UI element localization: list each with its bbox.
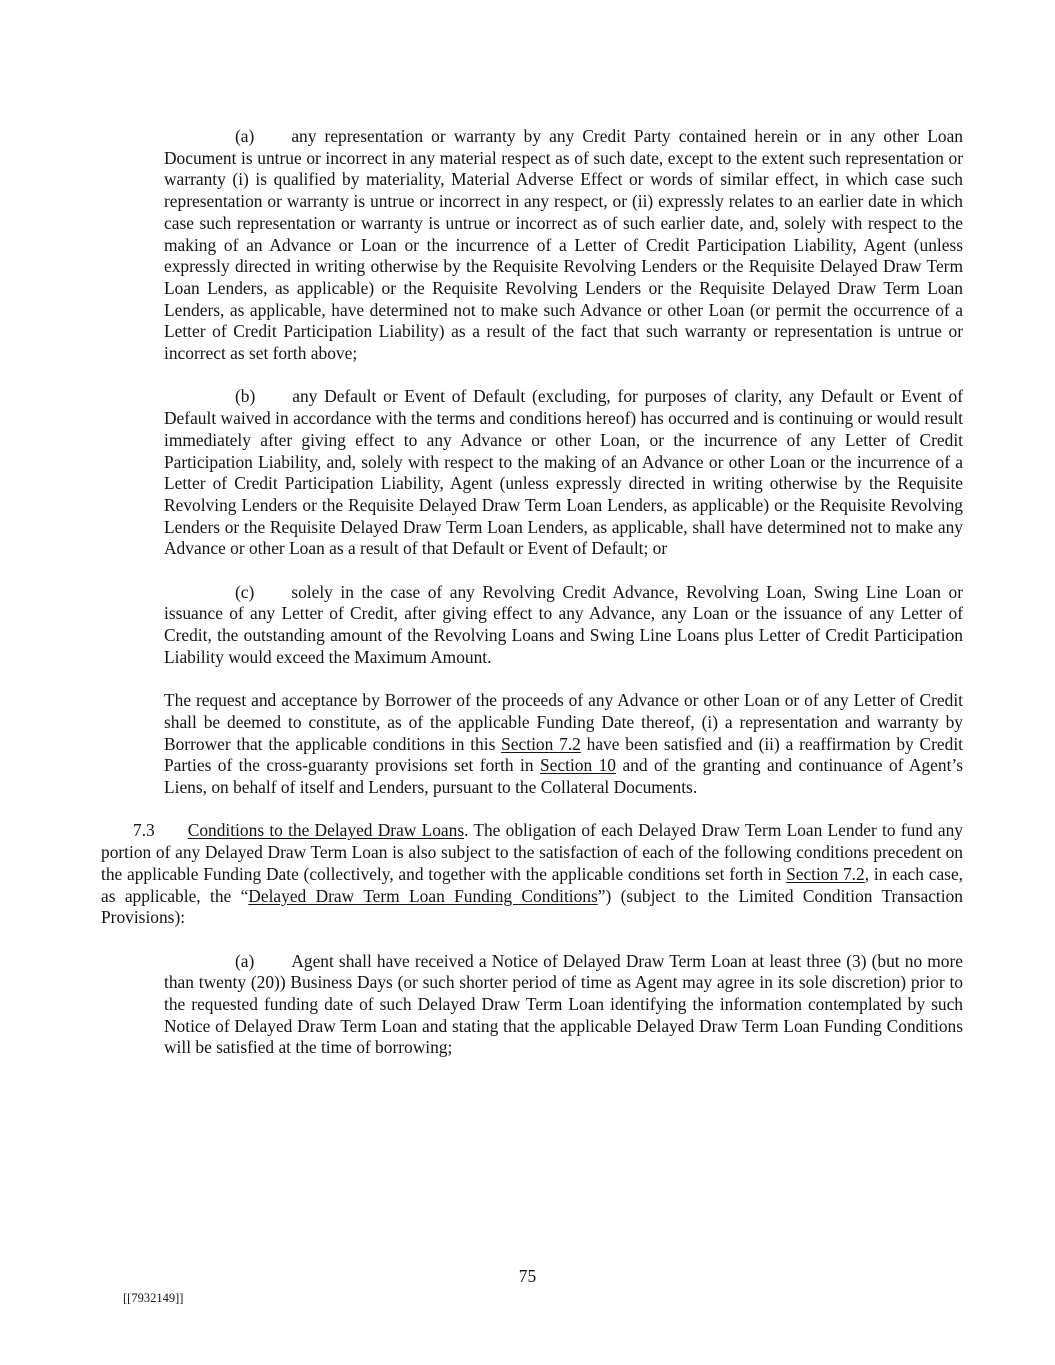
underlined-term: Section 10	[540, 755, 617, 776]
clause-7-2-b	[164, 386, 963, 560]
text-run: The request and acceptance by Borrower of the proceeds of any Advance or other Loan or of any Letter of Credit shall be deemed to constitute, as of the applicable Funding Date thereof, (i) a representation and warranty by Borrower that the applicable conditions in this	[164, 690, 963, 754]
text-run: any Default or Event of Default (excluding, for purposes of clarity, any Default or Event of Default waived in accordance with the terms and conditions hereof) has occurred and is continuing or would result immediately after giving effect to any Advance or other Loan, or the incurrence of any Letter of Credit Participation Liability, and, solely with respect to the making of an Advance or other Loan or the incurrence of a Letter of Credit Participation Liability, Agent (unless expressly directed in writing otherwise by the Requisite Revolving Lenders or the Requisite Delayed Draw Term Loan Lenders, as applicable) or the Requisite Revolving Lenders or the Requisite Delayed Draw Term Loan Lenders, as applicable, shall have determined not to make any Advance or other Loan as a result of that Default or Event of Default; or	[164, 386, 963, 559]
text-run: have been satisfied and (ii) a reaffirmation by Credit Parties of the cross-guaranty provisions set forth in	[164, 733, 964, 776]
clause-7-2-b-label: (b)	[235, 386, 256, 407]
clause-7-3-a-label: (a)	[235, 950, 255, 971]
clause-7-2-c-label: (c)	[235, 581, 255, 602]
clause-7-2-a	[164, 126, 963, 365]
text-run: and of the granting and continuance of Agent’s Liens, on behalf of itself and Lenders, pursuant to the Collateral Documents.	[164, 755, 964, 798]
document-id-tag: [[7932149]]	[123, 1291, 184, 1305]
section-7-3-label: 7.3	[133, 820, 155, 841]
para-borrower-request	[164, 690, 963, 799]
clause-7-2-a-label: (a)	[235, 126, 255, 146]
underlined-term: Conditions to the Delayed Draw Loans	[187, 820, 465, 841]
underlined-term: Delayed Draw Term Loan Funding Conditions	[248, 885, 598, 906]
underlined-term: Section 7.2	[501, 733, 581, 754]
text-run: , in each case, as applicable, the “	[101, 863, 964, 906]
text-run: Agent shall have received a Notice of Delayed Draw Term Loan at least three (3) (but no more than twenty (20)) Business Days (or such shorter period of time as Agent may agree in its sole discretion) prior to the requested funding date of such Delayed Draw Term Loan identifying the information contemplated by such Notice of Delayed Draw Term Loan and stating that the applicable Delayed Draw Term Loan Funding Conditions will be satisfied at the time of borrowing;	[164, 950, 963, 1058]
clause-7-2-c	[164, 582, 963, 669]
text-run: any representation or warranty by any Credit Party contained herein or in any other Loan Document is untrue or incorrect in any material respect as of such date, except to the extent such representation or warranty (i) is qualified by materiality, Material Adverse Effect or words of similar effect, in which case such representation or warranty is untrue or incorrect in any respect, or (ii) expressly relates to an earlier date in which case such representation or warranty is untrue or incorrect as of such earlier date, and, solely with respect to the making of an Advance or Loan or the incurrence of a Letter of Credit Participation Liability, Agent (unless expressly directed in writing otherwise by the Requisite Revolving Lenders or the Requisite Delayed Draw Term Loan Lenders, as applicable) or the Requisite Revolving Lenders or the Requisite Delayed Draw Term Loan Lenders, as applicable, have determined not to make such Advance or other Loan (or permit the occurrence of a Letter of Credit Participation Liability) as a result of the fact that such warranty or representation is untrue or incorrect as set forth above;	[164, 126, 963, 364]
page-number: 75	[518, 1266, 537, 1286]
clause-7-3-a	[164, 951, 963, 1060]
section-7-3	[101, 820, 963, 929]
text-run: solely in the case of any Revolving Credit Advance, Revolving Loan, Swing Line Loan or issuance of any Letter of Credit, after giving effect to any Advance, any Loan or the issuance of any Letter of Credit, the outstanding amount of the Revolving Loans and Swing Line Loans plus Letter of Credit Participation Liability would exceed the Maximum Amount.	[164, 581, 963, 667]
text-run: ”) (subject to the Limited Condition Transaction Provisions):	[101, 885, 963, 928]
document-body	[101, 126, 963, 1081]
underlined-term: Section 7.2	[786, 863, 865, 884]
text-run: . The obligation of each Delayed Draw Term Loan Lender to fund any portion of any Delayed Draw Term Loan is also subject to the satisfaction of each of the following conditions precedent on the applicable Funding Date (collectively, and together with the applicable conditions set forth in	[101, 820, 963, 884]
